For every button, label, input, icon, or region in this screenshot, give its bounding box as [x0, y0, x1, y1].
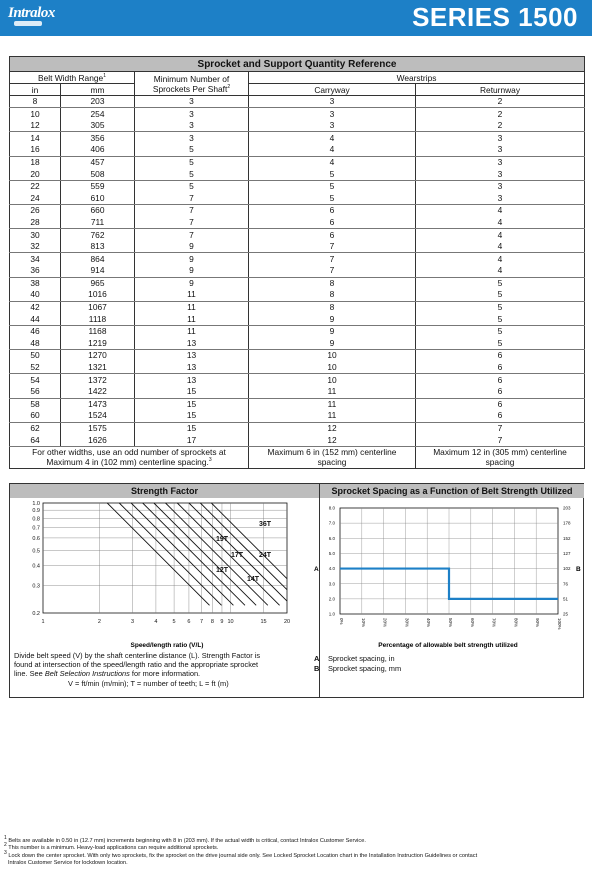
cell-in: 34	[10, 253, 61, 265]
cell-carryway: 5	[249, 192, 416, 204]
footer-carryway: Maximum 6 in (152 mm) centerline spacing	[249, 446, 416, 468]
col-wearstrips: Wearstrips	[249, 72, 585, 84]
table-row	[10, 301, 585, 313]
cell-sprockets: 15	[135, 422, 249, 434]
footnote-1: $^1$ Belts are available in 0.50 in (12.7 mm) increments beginning with 8 in (203 mm). If the actual width is critical, contact Intralox Customer Service.	[4, 835, 366, 844]
sf-xtick: 6	[187, 619, 191, 625]
footnote-3-cont: Intralox Customer Service for lockdown location.	[8, 859, 128, 866]
cell-returnway: 3	[416, 168, 585, 180]
sf-curve-label: 36T	[259, 521, 272, 528]
cell-returnway: 3	[416, 156, 585, 168]
ss-left-tick: 6.0	[328, 535, 335, 541]
ss-xtick: 90%	[535, 618, 541, 628]
cell-in: 14	[10, 132, 61, 144]
intralox-logo: Intralox	[8, 5, 55, 21]
cell-in: 24	[10, 192, 61, 204]
cell-sprockets: 11	[135, 289, 249, 301]
footnote-3: $^3$ Lock down the center sprocket. With only two sprockets, fix the sprocket on the drive journal side only. See Locked Sprocket Location chart in the Installation Instruction Guidelines or contact	[4, 849, 478, 859]
cell-returnway: 2	[416, 96, 585, 108]
sf-xtick: 8	[210, 619, 214, 625]
cell-mm: 1270	[61, 350, 135, 362]
sf-curve-label: 14T	[247, 576, 260, 583]
cell-in: 8	[10, 96, 61, 108]
sf-plot-frame	[43, 503, 287, 613]
cell-mm: 406	[61, 144, 135, 156]
cell-sprockets: 5	[135, 144, 249, 156]
sf-xtick: 3	[130, 619, 135, 625]
cell-mm: 762	[61, 229, 135, 241]
table-row	[10, 96, 585, 108]
sf-curve-label: 12T	[216, 567, 229, 574]
cell-sprockets: 15	[135, 398, 249, 410]
ss-left-tick: 8.0	[328, 505, 335, 511]
ss-xtick: 20%	[382, 618, 388, 628]
cell-sprockets: 3	[135, 96, 249, 108]
cell-carryway: 10	[249, 350, 416, 362]
sprocket-spacing-title: Sprocket Spacing as a Function of Belt Strength Utilized	[320, 484, 584, 498]
ss-xtick: 10%	[360, 618, 366, 628]
table-row	[10, 289, 585, 301]
ss-right-tick: 51	[563, 596, 569, 602]
cell-mm: 1016	[61, 289, 135, 301]
cell-mm: 1575	[61, 422, 135, 434]
ss-right-tick: 127	[563, 551, 571, 557]
cell-returnway: 5	[416, 325, 585, 337]
cell-returnway: 4	[416, 241, 585, 253]
sf-curve-label: 24T	[259, 552, 272, 559]
table-row	[10, 325, 585, 337]
cell-sprockets: 13	[135, 362, 249, 374]
cell-mm: 559	[61, 180, 135, 192]
ss-left-tick: 2.0	[328, 596, 335, 602]
cell-in: 32	[10, 241, 61, 253]
cell-returnway: 3	[416, 180, 585, 192]
sf-xtick: 1	[41, 619, 45, 625]
sf-xtick: 20	[283, 619, 291, 625]
footnote-2: $^2$ This number is a minimum. Heavy-load applications can require additional sprockets.	[4, 842, 219, 852]
cell-returnway: 5	[416, 338, 585, 350]
cell-in: 58	[10, 398, 61, 410]
footer-returnway: Maximum 12 in (305 mm) centerline spacing	[416, 446, 585, 468]
ss-xtick: 30%	[404, 618, 410, 628]
cell-carryway: 10	[249, 362, 416, 374]
cell-returnway: 4	[416, 205, 585, 217]
cell-carryway: 6	[249, 205, 416, 217]
sf-ytick: 0.8	[32, 516, 40, 523]
ss-xtick: 0%	[339, 618, 344, 625]
cell-in: 50	[10, 350, 61, 362]
cell-sprockets: 11	[135, 325, 249, 337]
sf-xtick: 10	[227, 619, 234, 625]
ss-right-tick: 102	[563, 566, 571, 572]
table-row	[10, 144, 585, 156]
cell-carryway: 8	[249, 277, 416, 289]
cell-in: 12	[10, 120, 61, 132]
sf-ytick: 0.6	[32, 535, 40, 542]
strength-factor-title: Strength Factor	[10, 484, 319, 498]
table-row	[10, 398, 585, 410]
cell-returnway: 2	[416, 108, 585, 120]
cell-carryway: 7	[249, 253, 416, 265]
cell-sprockets: 3	[135, 108, 249, 120]
table-body	[10, 96, 585, 447]
ss-right-tick: 25	[563, 611, 569, 617]
cell-in: 26	[10, 205, 61, 217]
cell-in: 64	[10, 434, 61, 446]
cell-mm: 711	[61, 217, 135, 229]
sf-ytick: 0.4	[32, 563, 40, 570]
table-row	[10, 350, 585, 362]
col-min-sprockets: Minimum Number of Sprockets Per Shaft$^2$	[135, 72, 249, 96]
table-row	[10, 108, 585, 120]
cell-in: 40	[10, 289, 61, 301]
table-row	[10, 434, 585, 446]
table-row	[10, 374, 585, 386]
cell-mm: 1118	[61, 313, 135, 325]
sf-xtick: 2	[97, 619, 101, 625]
cell-carryway: 4	[249, 156, 416, 168]
ss-xtick: 100%	[557, 618, 562, 630]
cell-carryway: 9	[249, 313, 416, 325]
cell-carryway: 11	[249, 386, 416, 398]
strength-factor-chart	[9, 497, 309, 649]
table-row	[10, 168, 585, 180]
cell-sprockets: 5	[135, 168, 249, 180]
cell-mm: 305	[61, 120, 135, 132]
cell-mm: 965	[61, 277, 135, 289]
table-row	[10, 422, 585, 434]
cell-returnway: 5	[416, 313, 585, 325]
cell-in: 48	[10, 338, 61, 350]
cell-mm: 1473	[61, 398, 135, 410]
sf-xtick: 9	[220, 619, 224, 625]
cell-returnway: 4	[416, 229, 585, 241]
sf-ytick: 1.0	[32, 501, 40, 507]
table-row	[10, 338, 585, 350]
cell-mm: 813	[61, 241, 135, 253]
cell-sprockets: 9	[135, 277, 249, 289]
cell-in: 28	[10, 217, 61, 229]
cell-carryway: 4	[249, 132, 416, 144]
cell-returnway: 6	[416, 398, 585, 410]
cell-in: 62	[10, 422, 61, 434]
cell-returnway: 4	[416, 253, 585, 265]
ss-xtick: 40%	[426, 618, 432, 628]
cell-in: 10	[10, 108, 61, 120]
table-row	[10, 205, 585, 217]
col-returnway: Returnway	[416, 84, 585, 96]
cell-returnway: 5	[416, 301, 585, 313]
cell-in: 20	[10, 168, 61, 180]
cell-in: 54	[10, 374, 61, 386]
axis-a-label: A	[314, 566, 319, 573]
sf-xtick: 7	[199, 619, 204, 625]
table-row	[10, 265, 585, 277]
ss-xtick: 70%	[491, 618, 497, 628]
cell-returnway: 2	[416, 120, 585, 132]
ss-xtick: 80%	[513, 618, 519, 628]
cell-mm: 1219	[61, 338, 135, 350]
sf-curve-label: 19T	[216, 536, 229, 543]
strength-factor-xlabel: Speed/length ratio (V/L)	[130, 642, 204, 649]
cell-sprockets: 17	[135, 434, 249, 446]
cell-sprockets: 15	[135, 386, 249, 398]
cell-sprockets: 5	[135, 156, 249, 168]
cell-sprockets: 7	[135, 217, 249, 229]
cell-returnway: 7	[416, 422, 585, 434]
cell-sprockets: 9	[135, 241, 249, 253]
sf-xtick: 5	[172, 619, 176, 625]
cell-carryway: 3	[249, 108, 416, 120]
col-in: in	[10, 84, 61, 96]
cell-returnway: 4	[416, 265, 585, 277]
ss-left-tick: 3.0	[328, 581, 335, 587]
col-belt-width: Belt Width Range$^1$	[10, 72, 135, 84]
ss-left-tick: 7.0	[328, 520, 335, 526]
cell-in: 36	[10, 265, 61, 277]
cell-carryway: 4	[249, 144, 416, 156]
ss-right-tick: 76	[563, 581, 569, 587]
cell-mm: 1321	[61, 362, 135, 374]
cell-in: 52	[10, 362, 61, 374]
cell-in: 38	[10, 277, 61, 289]
table-row	[10, 362, 585, 374]
series-title: SERIES 1500	[412, 2, 578, 32]
cell-sprockets: 11	[135, 301, 249, 313]
cell-sprockets: 5	[135, 180, 249, 192]
cell-carryway: 7	[249, 241, 416, 253]
sf-curve-label: 17T	[231, 552, 244, 559]
sf-xtick: 15	[260, 619, 267, 625]
cell-returnway: 6	[416, 362, 585, 374]
cell-carryway: 6	[249, 229, 416, 241]
sf-ytick: 0.9	[32, 508, 40, 515]
cell-sprockets: 7	[135, 192, 249, 204]
table-row	[10, 386, 585, 398]
table-row	[10, 277, 585, 289]
col-carryway: Carryway	[249, 84, 416, 96]
cell-sprockets: 7	[135, 205, 249, 217]
cell-returnway: 3	[416, 192, 585, 204]
sf-ytick: 0.5	[32, 548, 40, 555]
cell-mm: 508	[61, 168, 135, 180]
cell-sprockets: 13	[135, 338, 249, 350]
table-row	[10, 132, 585, 144]
cell-returnway: 6	[416, 374, 585, 386]
table-row	[10, 313, 585, 325]
cell-carryway: 11	[249, 398, 416, 410]
table-row	[10, 120, 585, 132]
cell-returnway: 6	[416, 386, 585, 398]
table-title: Sprocket and Support Quantity Reference	[10, 57, 585, 72]
cell-mm: 1626	[61, 434, 135, 446]
cell-carryway: 10	[249, 374, 416, 386]
cell-carryway: 3	[249, 96, 416, 108]
cell-sprockets: 9	[135, 265, 249, 277]
cell-returnway: 3	[416, 132, 585, 144]
sprocket-spacing-xlabel: Percentage of allowable belt strength utilized	[378, 642, 518, 649]
cell-sprockets: 13	[135, 374, 249, 386]
cell-in: 22	[10, 180, 61, 192]
cell-carryway: 11	[249, 410, 416, 422]
cell-mm: 1168	[61, 325, 135, 337]
cell-carryway: 9	[249, 325, 416, 337]
logo-swoosh-icon	[14, 21, 42, 26]
footnotes	[4, 835, 590, 867]
axis-b-label: B	[576, 566, 581, 573]
cell-mm: 1067	[61, 301, 135, 313]
ss-left-tick: 4.0	[328, 566, 335, 572]
cell-returnway: 5	[416, 289, 585, 301]
cell-mm: 1422	[61, 386, 135, 398]
ss-right-tick: 203	[563, 505, 571, 511]
cell-in: 18	[10, 156, 61, 168]
sf-xtick: 4	[154, 619, 158, 625]
cell-sprockets: 7	[135, 229, 249, 241]
cell-mm: 356	[61, 132, 135, 144]
cell-mm: 1524	[61, 410, 135, 422]
cell-returnway: 4	[416, 217, 585, 229]
cell-carryway: 7	[249, 265, 416, 277]
cell-in: 44	[10, 313, 61, 325]
table-row	[10, 217, 585, 229]
sf-sprocket-curve	[200, 503, 287, 590]
sprocket-spacing-chart	[310, 497, 584, 652]
cell-returnway: 6	[416, 410, 585, 422]
ss-xtick: 50%	[448, 618, 453, 628]
cell-carryway: 8	[249, 301, 416, 313]
table-row	[10, 410, 585, 422]
cell-carryway: 12	[249, 422, 416, 434]
sf-ytick: 0.2	[32, 611, 40, 617]
cell-in: 16	[10, 144, 61, 156]
cell-in: 30	[10, 229, 61, 241]
strength-factor-description: Divide belt speed (V) by the shaft centerline distance (L). Strength Factor is found at intersection of the speed/length ratio and the appropriate sprocket line. See Belt Selection Instructions for more information. V = ft/min (m/min); T = number of teeth; L = ft (m)	[14, 651, 261, 688]
cell-carryway: 8	[249, 289, 416, 301]
table-row	[10, 156, 585, 168]
cell-sprockets: 11	[135, 313, 249, 325]
cell-mm: 660	[61, 205, 135, 217]
sf-ytick: 0.7	[32, 525, 40, 532]
table-row	[10, 253, 585, 265]
ss-xtick: 60%	[469, 618, 475, 628]
table-row	[10, 229, 585, 241]
cell-mm: 914	[61, 265, 135, 277]
cell-mm: 254	[61, 108, 135, 120]
cell-sprockets: 13	[135, 350, 249, 362]
sprocket-support-table	[9, 56, 585, 469]
cell-mm: 864	[61, 253, 135, 265]
cell-mm: 1372	[61, 374, 135, 386]
cell-sprockets: 9	[135, 253, 249, 265]
cell-carryway: 5	[249, 168, 416, 180]
cell-in: 42	[10, 301, 61, 313]
ss-right-tick: 152	[563, 535, 571, 541]
cell-sprockets: 3	[135, 120, 249, 132]
sf-ytick: 0.3	[32, 583, 40, 590]
sprocket-spacing-legend: A Sprocket spacing, in B Sprocket spacing, mm	[314, 654, 402, 673]
ss-left-tick: 5.0	[328, 551, 335, 557]
cell-carryway: 5	[249, 180, 416, 192]
ss-right-tick: 178	[563, 520, 571, 526]
cell-mm: 457	[61, 156, 135, 168]
cell-carryway: 3	[249, 120, 416, 132]
cell-sprockets: 3	[135, 132, 249, 144]
cell-carryway: 12	[249, 434, 416, 446]
table-row	[10, 241, 585, 253]
table-row	[10, 192, 585, 204]
cell-returnway: 3	[416, 144, 585, 156]
cell-mm: 610	[61, 192, 135, 204]
cell-returnway: 5	[416, 277, 585, 289]
table-row	[10, 180, 585, 192]
cell-returnway: 7	[416, 434, 585, 446]
cell-carryway: 9	[249, 338, 416, 350]
cell-carryway: 6	[249, 217, 416, 229]
cell-in: 60	[10, 410, 61, 422]
ss-left-tick: 1.0	[328, 611, 335, 617]
cell-in: 56	[10, 386, 61, 398]
col-mm: mm	[61, 84, 135, 96]
page-header	[0, 0, 592, 36]
footer-sprockets: For other widths, use an odd number of sprockets at Maximum 4 in (102 mm) centerline spacing.$^3$	[10, 446, 249, 468]
cell-in: 46	[10, 325, 61, 337]
cell-sprockets: 15	[135, 410, 249, 422]
cell-mm: 203	[61, 96, 135, 108]
cell-returnway: 6	[416, 350, 585, 362]
